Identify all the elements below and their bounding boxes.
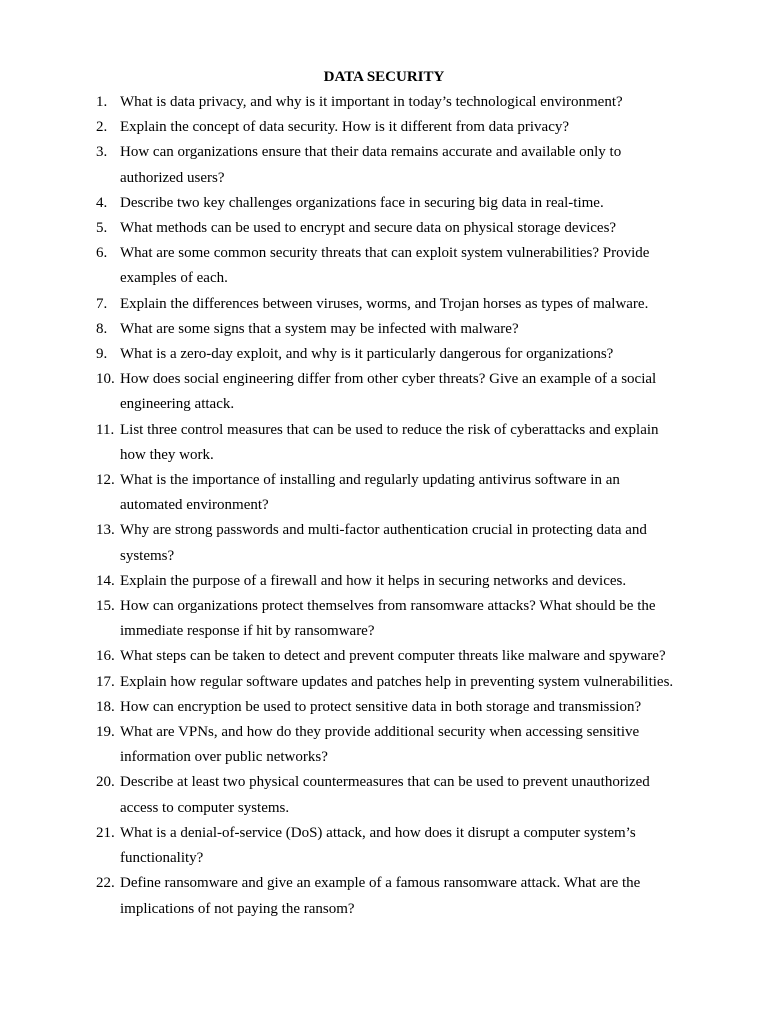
question-number: 6. [96,245,108,262]
question-text-line: What are some signs that a system may be infected with malware? [120,320,519,337]
question-item [96,241,696,291]
question-number: 5. [96,220,108,237]
question-item [96,317,696,342]
question-text-line: authorized users? [120,169,225,186]
question-text-line: Explain the concept of data security. How is it different from data privacy? [120,119,570,136]
question-text-line: Define ransomware and give an example of a famous ransomware attack. What are the [120,875,641,892]
question-number: 1. [96,94,108,110]
question-text-line: What is the importance of installing and regularly updating antivirus software in an [120,472,620,489]
question-list [96,90,696,922]
question-item [96,367,696,417]
question-number: 22. [96,875,115,892]
question-text-line: Explain the purpose of a firewall and how it helps in securing networks and devices. [120,572,627,589]
question-item [96,770,696,820]
question-item [96,90,696,115]
question-text-line: Why are strong passwords and multi-factor authentication crucial in protecting data and [120,522,647,539]
question-text-line: What are some common security threats that can exploit system vulnerabilities? Provide [120,245,650,262]
question-text-line: implications of not paying the ransom? [120,900,355,917]
question-number: 17. [96,673,115,690]
question-text-line: What steps can be taken to detect and prevent computer threats like malware and spyware? [120,648,666,665]
question-item [96,720,696,770]
question-number: 19. [96,724,115,741]
question-item [96,569,696,594]
question-text-line: What methods can be used to encrypt and secure data on physical storage devices? [120,220,617,237]
question-text-line: What is data privacy, and why is it important in today’s technological environment? [120,94,623,110]
question-text-line: How can organizations protect themselves from ransomware attacks? What should be the [120,598,656,615]
question-number: 14. [96,572,115,589]
question-number: 8. [96,320,108,337]
question-number: 18. [96,698,115,715]
question-item [96,871,696,921]
question-text-line: engineering attack. [120,396,235,413]
question-item [96,140,696,190]
question-number: 21. [96,824,115,841]
question-number: 7. [96,295,108,312]
question-text-line: Describe two key challenges organizations face in securing big data in real-time. [120,194,604,211]
question-text-line: information over public networks? [120,749,328,766]
question-text-line: What are VPNs, and how do they provide additional security when accessing sensitive [120,724,640,741]
question-item [96,216,696,241]
question-number: 16. [96,648,115,665]
question-number: 4. [96,194,108,211]
question-text-line: how they work. [120,446,214,463]
question-item [96,292,696,317]
question-text-line: How does social engineering differ from other cyber threats? Give an example of a social [120,371,657,388]
question-text-line: Explain how regular software updates and patches help in preventing system vulnerabilities. [120,673,674,690]
question-item [96,342,696,367]
question-text-line: access to computer systems. [120,799,290,816]
question-item [96,695,696,720]
question-number: 3. [96,144,108,161]
question-text-line: immediate response if hit by ransomware? [120,623,375,640]
question-number: 12. [96,472,115,489]
question-number: 15. [96,598,115,615]
question-item [96,115,696,140]
question-text-line: automated environment? [120,497,269,514]
question-item [96,644,696,669]
question-text-line: What is a denial-of-service (DoS) attack, and how does it disrupt a computer system’s [120,824,636,841]
question-item [96,594,696,644]
question-number: 11. [96,421,115,438]
question-number: 13. [96,522,115,539]
question-text-line: Explain the differences between viruses, worms, and Trojan horses as types of malware. [120,295,649,312]
question-text-line: systems? [120,547,175,564]
question-item [96,468,696,518]
question-number: 9. [96,346,108,363]
question-text-line: What is a zero-day exploit, and why is it particularly dangerous for organizations? [120,346,614,363]
question-text-line: Describe at least two physical countermeasures that can be used to prevent unauthorized [120,774,650,791]
question-text-line: examples of each. [120,270,228,287]
question-item [96,518,696,568]
question-number: 10. [96,371,115,388]
question-item [96,821,696,871]
page-title: DATA SECURITY [323,69,445,85]
question-text-line: How can organizations ensure that their data remains accurate and available only to [120,144,622,161]
question-item [96,418,696,468]
question-text-line: How can encryption be used to protect sensitive data in both storage and transmission? [120,698,642,715]
question-item [96,670,696,695]
question-item [96,191,696,216]
question-text-line: functionality? [120,850,204,867]
question-text-line: List three control measures that can be used to reduce the risk of cyberattacks and explain [120,421,659,438]
question-number: 20. [96,774,115,791]
question-number: 2. [96,119,108,136]
